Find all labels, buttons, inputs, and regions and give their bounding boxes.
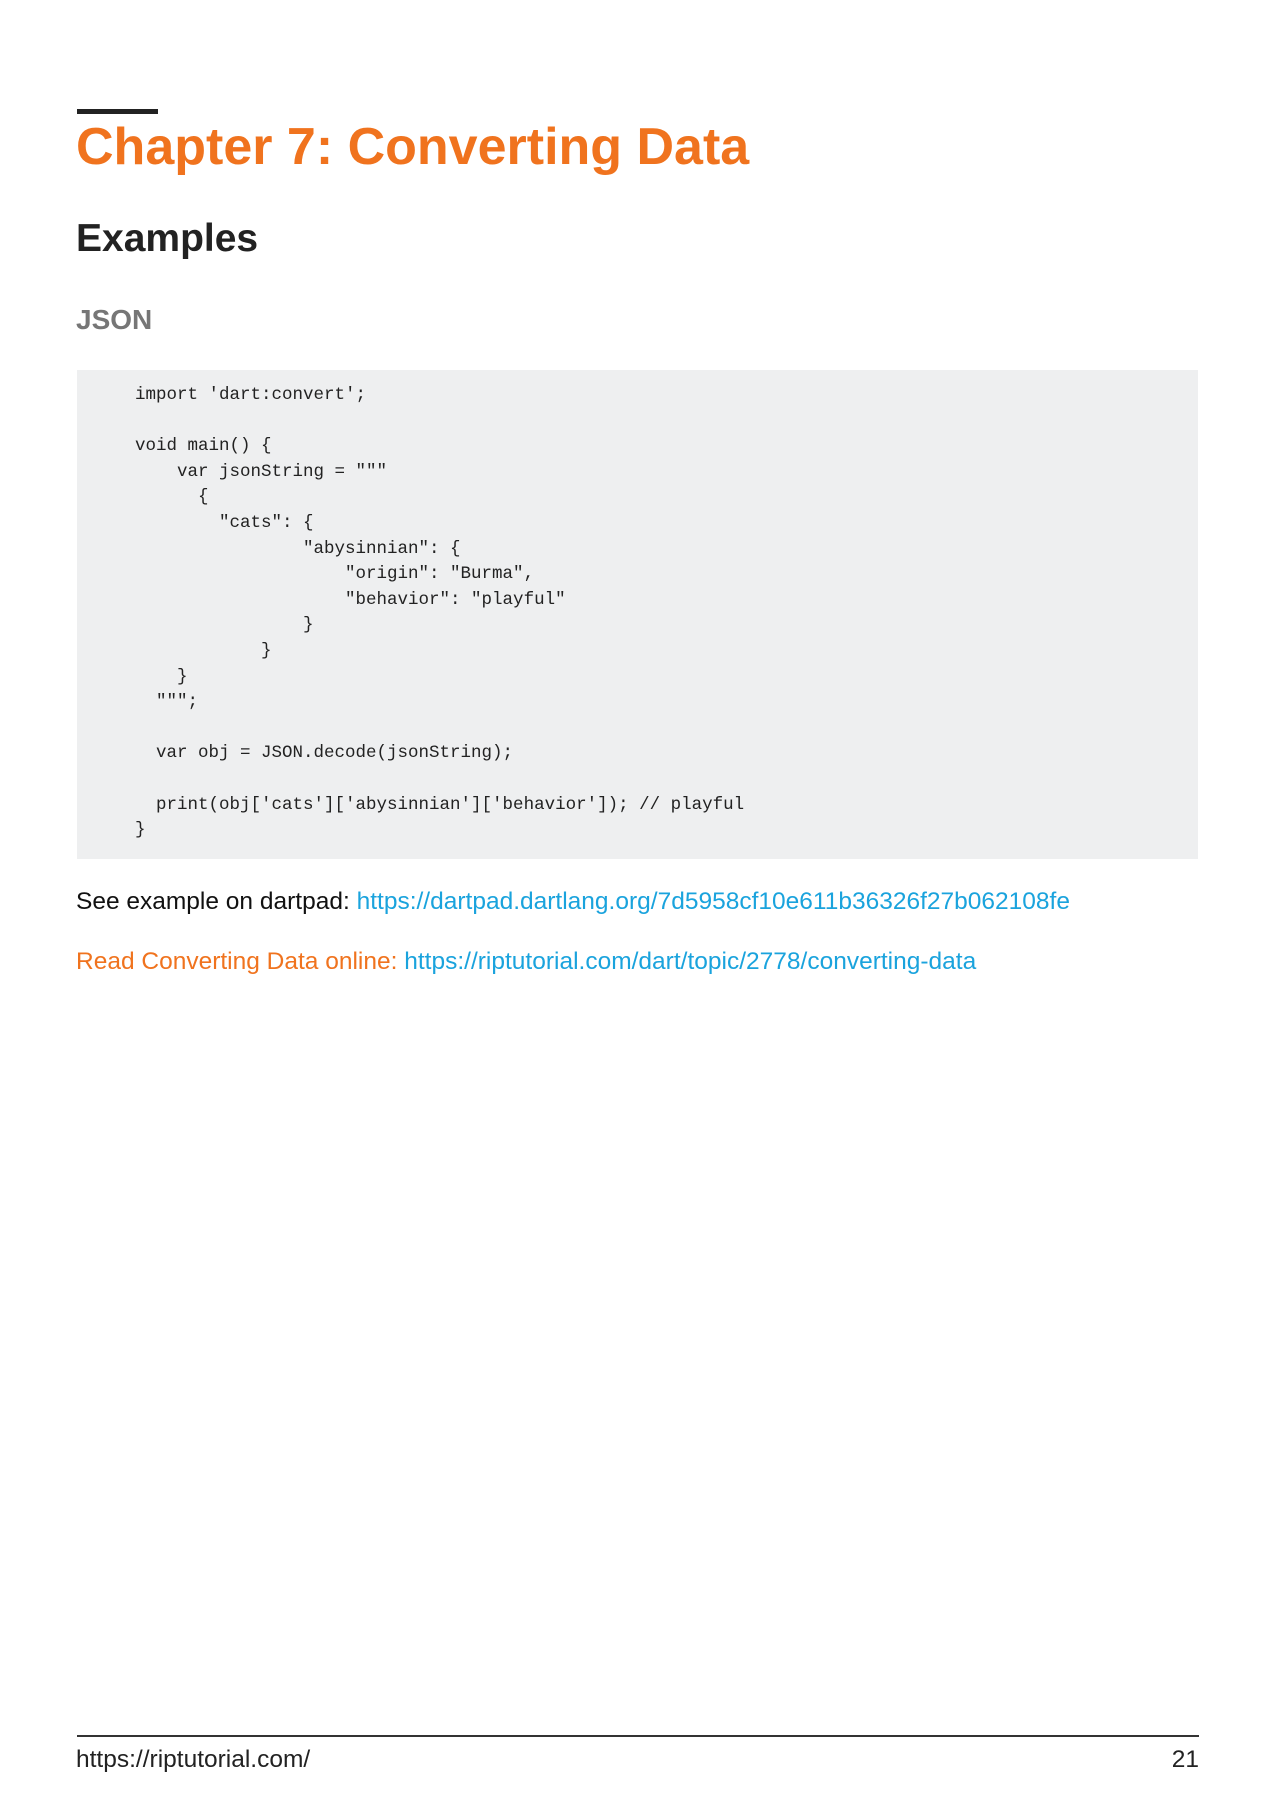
dartpad-paragraph <box>76 886 1070 918</box>
chapter-title: Chapter 7: Converting Data <box>76 118 750 176</box>
page-number: 21 <box>1171 1746 1199 1773</box>
footer-site-url: https://riptutorial.com/ <box>76 1746 311 1773</box>
dartpad-label: See example on dartpad: <box>76 888 357 915</box>
read-online-link[interactable]: https://riptutorial.com/dart/topic/2778/converting-data <box>404 948 977 975</box>
section-heading-examples: Examples <box>76 217 259 260</box>
subsection-heading-json: JSON <box>76 304 153 335</box>
footer-divider <box>77 1735 1199 1737</box>
read-online-paragraph <box>76 946 976 978</box>
read-online-label: Read Converting Data online: <box>76 948 405 975</box>
code-block: import 'dart:convert'; void main() { var jsonString = """ { "cats": { "abysinnian": { "origin": "Burma", "behavior": "playful" } } } """; var obj = JSON.decode(jsonString); print(obj['cats']['abysinnian']['behavior']); // playful } <box>77 370 1198 859</box>
dartpad-link[interactable]: https://dartpad.dartlang.org/7d5958cf10e611b36326f27b062108fe <box>356 888 1070 915</box>
